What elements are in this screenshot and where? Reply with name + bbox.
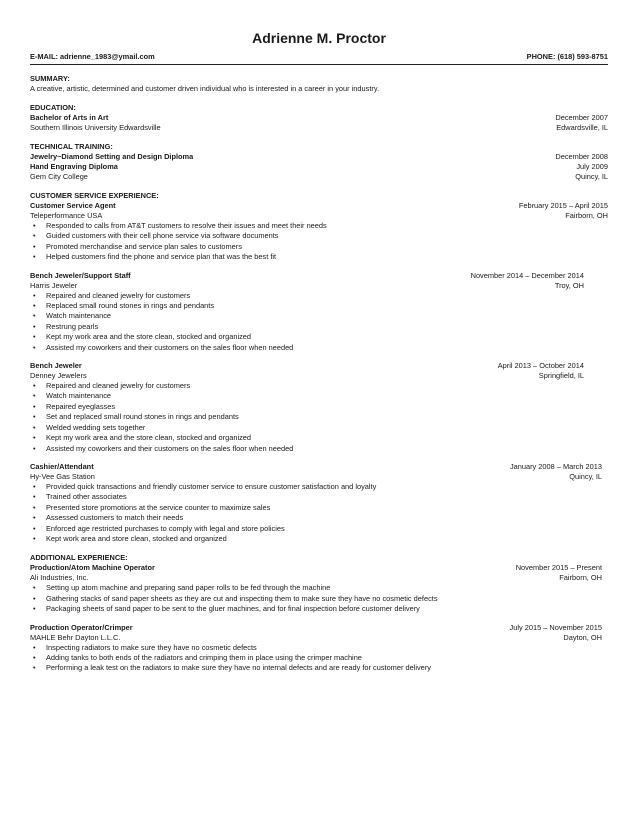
job-company: Hy-Vee Gas Station (30, 471, 95, 481)
job-title-row (30, 623, 602, 633)
education-degree-row (30, 113, 608, 123)
job-location: Fairborn, OH (565, 211, 608, 220)
job-entry (30, 271, 584, 353)
list-item: • Repaired and cleaned jewelry for customers (30, 381, 584, 391)
training-name: Jewelry~Diamond Setting and Design Diploma (30, 152, 194, 161)
job-title: Bench Jeweler/Support Staff (30, 270, 131, 280)
list-item: • Repaired eyeglasses (30, 402, 584, 412)
list-item: • Performing a leak test on the radiators to make sure they have no internal defects and are ready for customer delivery (30, 663, 602, 673)
job-title-row (30, 462, 602, 472)
job-company: Denney Jewelers (30, 371, 87, 381)
job-company: Harris Jeweler (30, 280, 78, 290)
job-title: Production/Atom Machine Operator (30, 563, 155, 573)
job-dates: November 2015 – Present (515, 563, 602, 573)
list-item: • Restrung pearls (30, 322, 584, 332)
job-location: Quincy, IL (569, 471, 602, 481)
training-date: December 2008 (555, 152, 608, 161)
list-item: • Promoted merchandise and service plan sales to customers (30, 242, 608, 252)
training-school: Gem City College (30, 172, 88, 181)
list-item: • Setting up atom machine and preparing sand paper rolls to be fed through the machine (30, 583, 602, 593)
list-item: • Watch maintenance (30, 391, 584, 401)
job-company: MAHLE Behr Dayton L.L.C. (30, 632, 121, 642)
additional-section (30, 553, 608, 673)
training-row (30, 162, 608, 172)
job-bullets (30, 221, 608, 263)
job-dates: February 2015 – April 2015 (518, 201, 608, 210)
list-item: • Gathering stacks of sand paper sheets as they are cut and inspecting them to make sure they have no cosmetic defects (30, 594, 602, 604)
job-entry (30, 462, 602, 544)
job-title: Customer Service Agent (30, 201, 116, 210)
list-item: • Inspecting radiators to make sure they have no cosmetic defects (30, 643, 602, 653)
job-bullets (30, 381, 584, 454)
job-entry (30, 361, 584, 454)
job-company-row (30, 371, 584, 381)
summary-text: A creative, artistic, determined and customer driven individual who is interested in a career in your industry. (30, 84, 380, 93)
job-company-row (30, 472, 602, 482)
job-entry (30, 563, 602, 614)
job-bullets (30, 482, 602, 544)
additional-heading: ADDITIONAL EXPERIENCE: (30, 553, 128, 563)
job-entry (30, 623, 602, 674)
job-title-row (30, 563, 602, 573)
training-name: Hand Engraving Diploma (30, 162, 118, 171)
list-item: • Replaced small round stones in rings and pendants (30, 301, 584, 311)
list-item: • Responded to calls from AT&T customers to resolve their issues and meet their needs (30, 221, 608, 231)
job-title: Bench Jeweler (30, 361, 82, 371)
training-location: Quincy, IL (575, 172, 608, 181)
list-item: • Assisted my coworkers and their customers on the sales floor when needed (30, 444, 584, 454)
job-title: Cashier/Attendant (30, 461, 94, 471)
job-dates: July 2015 – November 2015 (509, 622, 602, 632)
job-company-row (30, 281, 584, 291)
education-school-row (30, 123, 608, 133)
education-section (30, 103, 608, 133)
school-name: Southern Illinois University Edwardsville (30, 123, 161, 132)
training-row (30, 152, 608, 162)
job-title-row (30, 271, 584, 281)
customer-service-heading: CUSTOMER SERVICE EXPERIENCE: (30, 191, 159, 200)
training-date: July 2009 (576, 162, 608, 171)
list-item: • Assisted my coworkers and their customers on the sales floor when needed (30, 343, 584, 353)
job-entry (30, 201, 608, 263)
list-item: • Kept my work area and the store clean, stocked and organized (30, 433, 584, 443)
job-company-row (30, 573, 602, 583)
resume-page (30, 30, 608, 674)
list-item: • Welded wedding sets together (30, 423, 584, 433)
list-item: • Provided quick transactions and friendly customer service to ensure customer satisfaction and loyalty (30, 482, 602, 492)
job-company-row (30, 211, 608, 221)
job-title: Production Operator/Crimper (30, 622, 133, 632)
education-heading: EDUCATION: (30, 103, 76, 112)
list-item: • Set and replaced small round stones in rings and pendants (30, 412, 584, 422)
training-school-row (30, 172, 608, 182)
job-location: Fairborn, OH (559, 573, 602, 583)
candidate-name: Adrienne M. Proctor (252, 30, 386, 46)
job-company: Teleperformance USA (30, 211, 103, 220)
job-company-row (30, 633, 602, 643)
email-text: E-MAIL: adrienne_1983@ymail.com (30, 52, 155, 61)
list-item: • Kept my work area and the store clean, stocked and organized (30, 332, 584, 342)
job-title-row (30, 201, 608, 211)
job-location: Springfield, IL (538, 371, 584, 381)
job-location: Dayton, OH (563, 632, 602, 642)
job-bullets (30, 583, 602, 614)
job-dates: November 2014 – December 2014 (470, 270, 584, 280)
list-item: • Trained other associates (30, 492, 602, 502)
summary-section (30, 74, 608, 94)
job-title-row (30, 361, 584, 371)
customer-service-section (30, 191, 608, 544)
job-bullets (30, 643, 602, 674)
list-item: • Assessed customers to match their needs (30, 513, 602, 523)
list-item: • Adding tanks to both ends of the radiators and crimping them in place using the crimper machine (30, 653, 602, 663)
contact-line (30, 52, 608, 65)
job-bullets (30, 291, 584, 353)
job-dates: January 2008 – March 2013 (509, 461, 602, 471)
list-item: • Presented store promotions at the service counter to maximize sales (30, 503, 602, 513)
list-item: • Kept work area and store clean, stocked and organized (30, 534, 602, 544)
list-item: • Repaired and cleaned jewelry for customers (30, 291, 584, 301)
degree-date: December 2007 (555, 113, 608, 122)
job-dates: April 2013 – October 2014 (497, 361, 584, 371)
training-heading: TECHNICAL TRAINING: (30, 142, 113, 151)
job-location: Troy, OH (554, 280, 584, 290)
list-item: • Watch maintenance (30, 311, 584, 321)
training-section (30, 142, 608, 182)
list-item: • Enforced age restricted purchases to comply with legal and store policies (30, 524, 602, 534)
school-location: Edwardsville, IL (556, 123, 608, 132)
degree-name: Bachelor of Arts in Art (30, 113, 109, 122)
job-company: Ali Industries, Inc. (30, 573, 89, 583)
phone-text: PHONE: (618) 593-8751 (526, 52, 608, 61)
list-item: • Guided customers with their cell phone service via software documents (30, 231, 608, 241)
list-item: • Helped customers find the phone and service plan that was the best fit (30, 252, 608, 262)
summary-heading: SUMMARY: (30, 74, 70, 83)
list-item: • Packaging sheets of sand paper to be sent to the gluer machines, and for final inspection before customer delivery (30, 604, 602, 614)
